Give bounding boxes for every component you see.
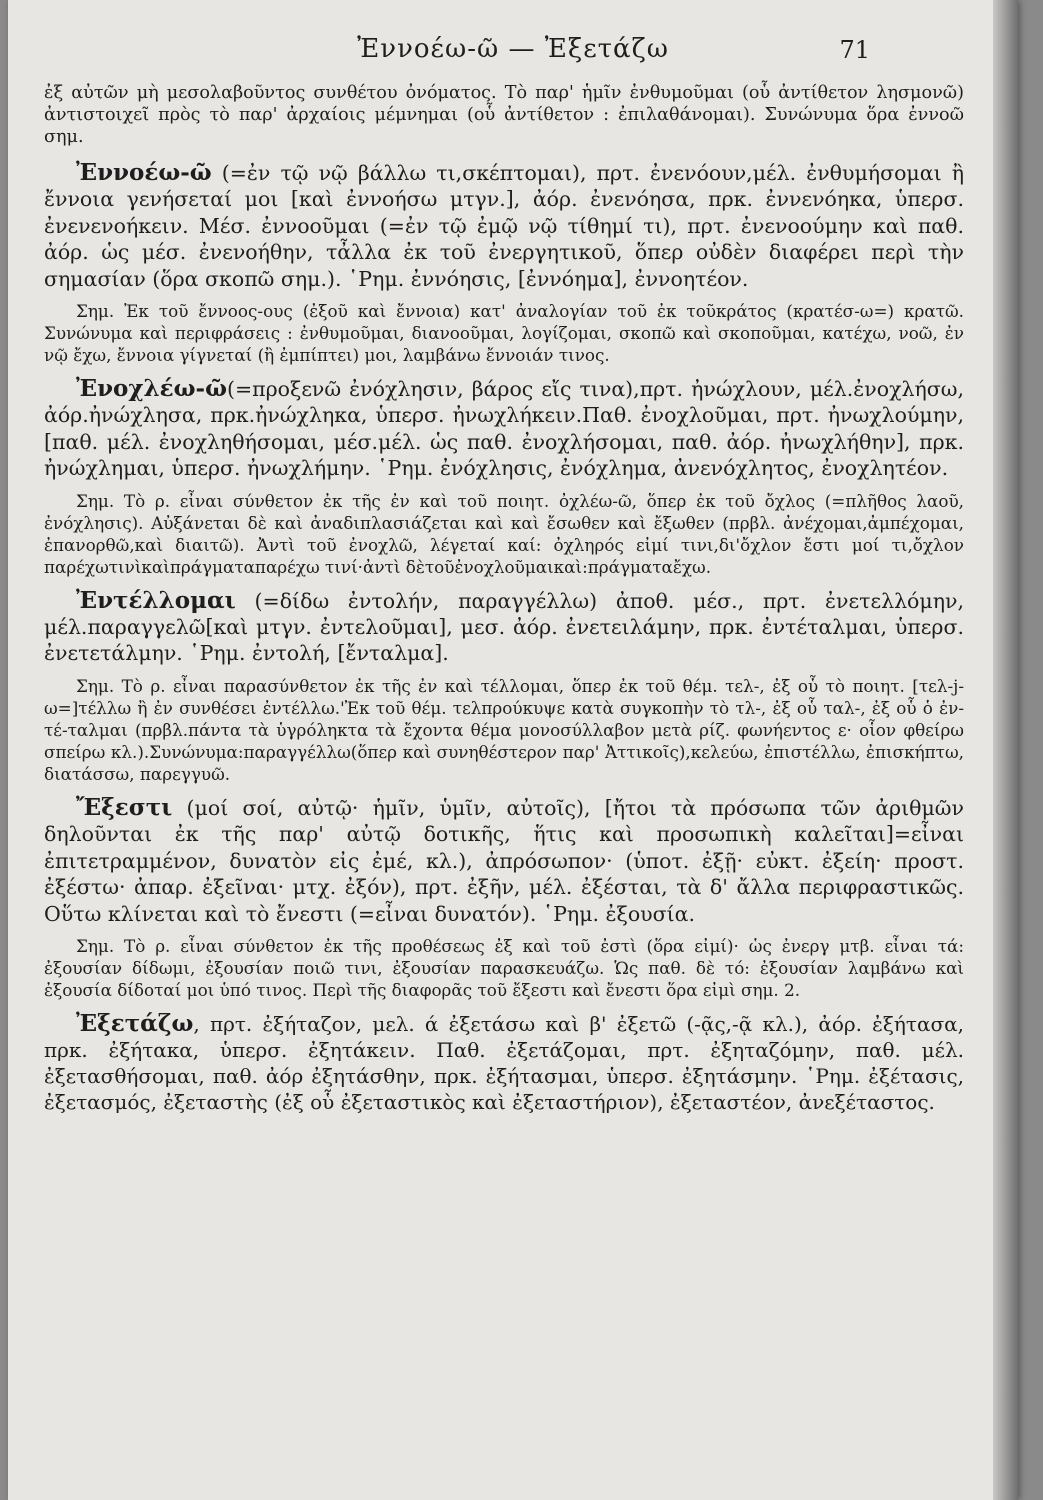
head-word: Ἐννοέω-ῶ [76,159,212,186]
continuation-paragraph [44,82,964,148]
entry-text: , πρτ. ἐξήταζον, μελ. ά ἐξετάσω καὶ β' ἐξετῶ (-ᾷς,-ᾷ κλ.), ἀόρ. ἐξήτασα, πρκ. ἐξήτακα, ὑπερσ. ἐξητάκειν. Παθ. ἐξετάζομαι, πρτ. ἐξηταζόμην, παθ. μέλ. ἐξετασθήσομαι, παθ. ἀόρ ἐξητάσθην, πρκ. ἐξήτασμαι, ὑπερσ. ἐξητάσμην. ῾Ρημ. ἐξέτασις, ἐξετασμός, ἐξεταστὴς (ἐξ οὗ ἐξεταστικὸς καὶ ἐξεταστήριον), ἐξεταστέον, ἀνεξέταστος. [44,1011,964,1114]
book-page [8,0,1018,1500]
head-word: Ἐνοχλέω-ῶ [76,375,227,403]
dictionary-entry [44,1011,964,1115]
note-text: Σημ. Τὸ ρ. εἶναι σύνθετον ἐκ τῆς ἐν καὶ τοῦ ποιητ. ὀχλέω-ῶ, ὅπερ ἐκ τοῦ ὄχλος (=πλῆθος λαοῦ, ἐνόχλησις). Αὐξάνεται δὲ καὶ ἀναδιπλασιάζεται καὶ καὶ ἔσωθεν καὶ ἔξωθεν (πρβλ. ἀνέχομαι,ἀμπέχομαι, ἐπανορθῶ,καὶ διαιτῶ). Ἀντὶ τοῦ ἐνοχλῶ, λέγεταί καί: ὀχληρός εἰμί τινι,δι'ὄχλον ἔστι μοί τι,ὄχλον παρέχωτινὶκαὶπράγματαπαρέχω τινί·ἀντὶ δὲτοῦἐνοχλοῦμαικαὶ:πράγματαἔχω. [44,490,964,577]
entry-text: (=δίδω ἐντολήν, παραγγέλλω) ἀποθ. μέσ., πρτ. ἐνετελλόμην, μέλ.παραγγελῶ[καὶ μτγν. ἐντελοῦμαι], μεσ. ἀόρ. ἐνετειλάμην, πρκ. ἐντέταλμαι, ὑπερσ. ἐνετετάλμην. ῾Ρημ. ἐντολή, [ἔνταλμα]. [44,588,964,666]
entry-note [44,935,964,1001]
head-word: Ἔξεστι [76,793,173,821]
dictionary-entry [44,795,964,927]
running-title: Ἐννοέω-ῶ — Ἐξετάζω [357,34,669,64]
dictionary-entry [44,376,964,482]
page-edge-shadow [993,0,1018,1500]
dictionary-entry [44,160,964,292]
head-word: Ἐξετάζω [76,1009,194,1037]
note-text: Σημ. Τὸ ρ. εἶναι παρασύνθετον ἐκ τῆς ἐν καὶ τέλλομαι, ὅπερ ἐκ τοῦ θέμ. τελ-, ἐξ οὗ τὸ ποιητ. [τελ-j-ω=]τέλλω ἢ ἐν συνθέσει ἐντέλλω.'Ἐκ τοῦ θέμ. τελπρούκυψε κατὰ συγκοπὴν τὸ τλ-, ἐξ οὗ ταλ-, ἐξ οὗ ὁ ἐν-τέ-ταλμαι (πρβλ.πάντα τὰ ὑγρόληκτα τὰ ἔχοντα θέμα μονοσύλλαβον μετὰ ρίζ. φωνήεντος ε· οἷον φθείρω σπείρω κλ.).Συνώνυμα:παραγγέλλω(ὅπερ καὶ συνηθέστερον παρ' Ἀττικοῖς),κελεύω, ἐπιστέλλω, ἐπισκήπτω, διατάσσω, παρεγγυῶ. [44,675,964,784]
entry-note [44,300,964,366]
page-number: 71 [839,36,870,64]
head-word: Ἐντέλλομαι [76,586,236,614]
note-text: Σημ. Ἐκ τοῦ ἔννοος-ους (ἐξοῦ καὶ ἔννοια) κατ' ἀναλογίαν τοῦ ἐκ τοῦκράτος (κρατέσ-ω=) κρατῶ. Συνώνυμα καὶ περιφράσεις : ἐνθυμοῦμαι, διανοοῦμαι, λογίζομαι, σκοπῶ καὶ σκοποῦμαι, κατέχω, νοῶ, ἐν νῷ ἔχω, ἔννοια γίγνεταί (ἢ ἐμπίπτει) μοι, λαμβάνω ἔννοιάν τινος. [44,301,964,366]
page-header [8,30,1018,70]
note-text: Σημ. Τὸ ρ. εἶναι σύνθετον ἐκ τῆς προθέσεως ἐξ καὶ τοῦ ἐστὶ (ὅρα εἰμί)· ὡς ἐνεργ μτβ. εἶναι τά: ἐξουσίαν δίδωμι, ἐξουσίαν ποιῶ τινι, ἐξουσίαν παρασκευάζω. Ὡς παθ. δὲ τό: ἐξουσίαν λαμβάνω καὶ ἐξουσία δίδοταί μοι ὑπό τινος. Περὶ τῆς διαφορᾶς τοῦ ἔξεστι καὶ ἔνεστι ὅρα εἰμὶ σημ. 2. [44,935,964,1000]
entry-note [44,675,964,785]
paragraph-text: ἐξ αὐτῶν μὴ μεσολαβοῦντος συνθέτου ὀνόματος. Τὸ παρ' ἡμῖν ἐνθυμοῦμαι (οὗ ἀντίθετον λησμονῶ) ἀντιστοιχεῖ πρὸς τὸ παρ' ἀρχαίοις μέμνημαι (οὗ ἀντίθετον : ἐπιλαθάνομαι). Συνώνυμα ὅρα ἐννοῶ σημ. [44,83,964,147]
entry-text: (=προξενῶ ἐνόχλησιν, βάρος εἴς τινα),πρτ. ἠνώχλουν, μέλ.ἐνοχλήσω, ἀόρ.ἠνώχλησα, πρκ.ἠνώχληκα, ὑπερσ. ἠνωχλήκειν.Παθ. ἐνοχλοῦμαι, πρτ. ἠνωχλούμην, [παθ. μέλ. ἐνοχληθήσομαι, μέσ.μέλ. ὡς παθ. ἐνοχλήσομαι, παθ. ἀόρ. ἠνωχλήθην], πρκ. ἠνώχλημαι, ὑπερσ. ἠνωχλήμην. ῾Ρημ. ἐνόχλησις, ἐνόχλημα, ἀνενόχλητος, ἐνοχλητέον. [44,377,964,481]
entry-text: (=ἐν τῷ νῷ βάλλω τι,σκέπτομαι), πρτ. ἐνενόουν,μέλ. ἐνθυμήσομαι ἢ ἔννοια γενήσεταί μοι [καὶ ἐννοήσω μτγν.], ἀόρ. ἐνενόησα, πρκ. ἐννενόηκα, ὑπερσ. ἐνενενοήκειν. Μέσ. ἐννοοῦμαι (=ἐν τῷ ἐμῷ νῷ τίθημί τι), πρτ. ἐνενοούμην καὶ παθ. ἀόρ. ὡς μέσ. ἐνενοήθην, τἆλλα ἐκ τοῦ ἐνεργητικοῦ, ὅπερ οὐδὲν διαφέρει περὶ τὴν σημασίαν (ὅρα σκοπῶ σημ.). ῾Ρημ. ἐννόησις, [ἐννόημα], ἐννοητέον. [44,161,964,291]
dictionary-entry [44,588,964,667]
entry-note [44,490,964,578]
dictionary-content [44,82,964,1123]
entry-text: (μοί σοί, αὐτῷ· ἡμῖν, ὑμῖν, αὐτοῖς), [ἤτοι τὰ πρόσωπα τῶν ἀριθμῶν δηλοῦνται ἐκ τῆς παρ' αὐτῷ δοτικῆς, ἥτις καὶ προσωπικὴ καλεῖται]=εἶναι ἐπιτετραμμένον, δυνατὸν εἰς ἐμέ, κλ.), ἀπρόσωπον· (ὑποτ. ἐξῇ· εὐκτ. ἐξείη· προστ. ἐξέστω· ἀπαρ. ἐξεῖναι· μτχ. ἐξόν), πρτ. ἐξῆν, μέλ. ἐξέσται, τὰ δ' ἄλλα περιφραστικῶς. Οὕτω κλίνεται καὶ τὸ ἔνεστι (=εἶναι δυνατόν). ῾Ρημ. ἐξουσία. [44,795,964,926]
